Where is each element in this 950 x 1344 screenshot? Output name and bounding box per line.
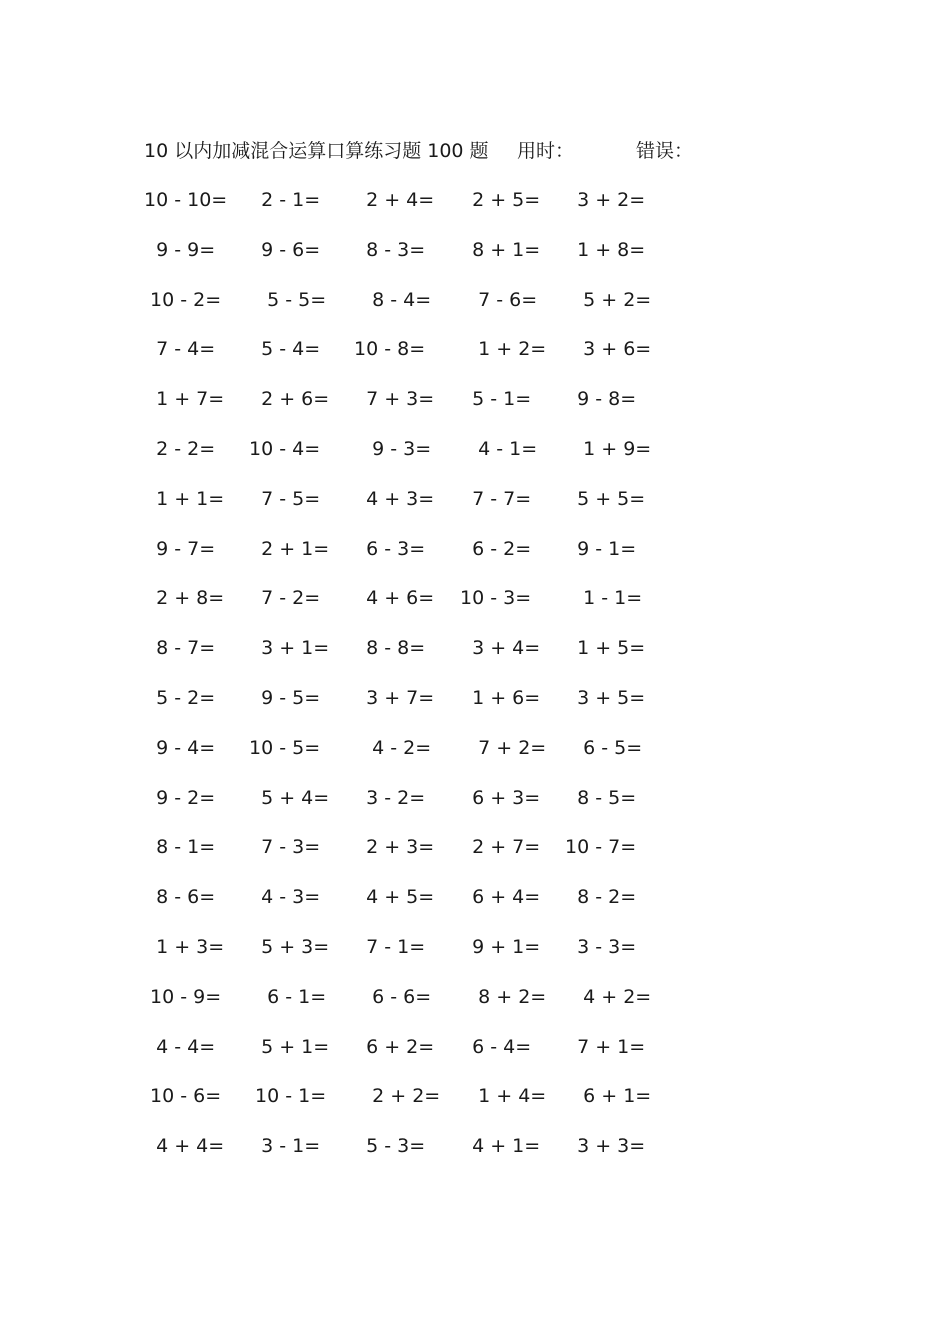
problem-item: 8 - 7=: [144, 637, 216, 660]
problem-item: 6 - 2=: [460, 537, 532, 560]
problem-item: 3 - 1=: [249, 1135, 321, 1158]
problem-item: 4 + 5=: [354, 886, 435, 909]
problem-item: 3 + 6=: [565, 338, 652, 361]
problem-item: 6 + 2=: [354, 1035, 435, 1058]
problem-row: [144, 734, 704, 784]
problem-item: 5 + 1=: [249, 1035, 330, 1058]
problem-item: 6 + 1=: [565, 1085, 652, 1108]
problem-item: 2 + 1=: [249, 537, 330, 560]
problem-item: 8 - 6=: [144, 886, 216, 909]
problem-item: 9 - 6=: [249, 238, 321, 261]
problem-item: 10 - 4=: [249, 437, 321, 460]
problem-item: 9 + 1=: [460, 935, 541, 958]
problem-row: [144, 883, 704, 933]
problem-row: [144, 1033, 704, 1083]
problem-item: 9 - 9=: [144, 238, 216, 261]
problem-item: 1 + 4=: [460, 1085, 547, 1108]
problem-row: [144, 983, 704, 1033]
problem-item: 6 - 4=: [460, 1035, 532, 1058]
problem-item: 5 + 2=: [565, 288, 652, 311]
problem-item: 8 - 2=: [565, 886, 637, 909]
problem-item: 8 - 3=: [354, 238, 426, 261]
problem-item: 2 + 7=: [460, 836, 541, 859]
problem-item: 7 + 1=: [565, 1035, 646, 1058]
problem-item: 3 + 2=: [565, 189, 646, 211]
problem-item: 1 + 8=: [565, 238, 646, 261]
problem-item: 10 - 7=: [565, 836, 637, 859]
problem-item: 6 - 6=: [354, 985, 432, 1008]
problem-item: 2 - 2=: [144, 437, 216, 460]
problem-item: 7 - 2=: [249, 587, 321, 610]
problem-row: [144, 1132, 704, 1182]
problem-item: 9 - 5=: [249, 686, 321, 709]
problem-row: [144, 684, 704, 734]
problem-item: 6 - 5=: [565, 736, 643, 759]
problem-item: 7 - 1=: [354, 935, 426, 958]
problem-item: 5 - 2=: [144, 686, 216, 709]
problem-row: [144, 833, 704, 883]
problem-item: 3 - 3=: [565, 935, 637, 958]
problem-item: 5 - 1=: [460, 388, 532, 411]
problem-item: 3 + 1=: [249, 637, 330, 660]
problem-item: 9 - 1=: [565, 537, 637, 560]
problem-item: 8 + 1=: [460, 238, 541, 261]
problem-item: 6 + 4=: [460, 886, 541, 909]
problem-row: [144, 485, 704, 535]
problem-item: 4 + 6=: [354, 587, 435, 610]
problem-row: [144, 186, 704, 236]
problem-item: 3 + 4=: [460, 637, 541, 660]
problem-item: 7 + 2=: [460, 736, 547, 759]
problem-item: 1 + 7=: [144, 388, 225, 411]
problem-item: 8 + 2=: [460, 985, 547, 1008]
problem-item: 1 + 1=: [144, 487, 225, 510]
problem-item: 9 - 4=: [144, 736, 216, 759]
problem-item: 10 - 6=: [144, 1085, 222, 1108]
problem-item: 9 - 3=: [354, 437, 432, 460]
problem-item: 4 - 1=: [460, 437, 538, 460]
problem-item: 5 - 4=: [249, 338, 321, 361]
problem-item: 4 + 4=: [144, 1135, 225, 1158]
problem-row: [144, 385, 704, 435]
problem-row: [144, 335, 704, 385]
problem-item: 7 - 6=: [460, 288, 538, 311]
problem-item: 10 - 9=: [144, 985, 222, 1008]
problem-item: 5 + 5=: [565, 487, 646, 510]
problem-item: 2 + 5=: [460, 189, 541, 211]
errors-label: 错误：: [636, 140, 694, 162]
problem-item: 5 - 3=: [354, 1135, 426, 1158]
problem-item: 7 - 4=: [144, 338, 216, 361]
problem-item: 1 + 2=: [460, 338, 547, 361]
problem-item: 5 - 5=: [249, 288, 327, 311]
problem-item: 5 + 3=: [249, 935, 330, 958]
problem-item: 9 - 2=: [144, 786, 216, 809]
problem-item: 9 - 8=: [565, 388, 637, 411]
problem-item: 4 - 2=: [354, 736, 432, 759]
problem-item: 7 + 3=: [354, 388, 435, 411]
problem-row: [144, 933, 704, 983]
problem-item: 9 - 7=: [144, 537, 216, 560]
problem-item: 1 - 1=: [565, 587, 643, 610]
problem-item: 2 + 8=: [144, 587, 225, 610]
problem-item: 7 - 5=: [249, 487, 321, 510]
problem-item: 4 - 4=: [144, 1035, 216, 1058]
problem-item: 4 + 2=: [565, 985, 652, 1008]
problem-item: 6 - 1=: [249, 985, 327, 1008]
problem-item: 8 - 1=: [144, 836, 216, 859]
problem-item: 8 - 5=: [565, 786, 637, 809]
problem-item: 2 - 1=: [249, 189, 321, 211]
problem-item: 10 - 2=: [144, 288, 222, 311]
problem-item: 4 + 1=: [460, 1135, 541, 1158]
problem-item: 10 - 10=: [144, 189, 228, 211]
problem-item: 5 + 4=: [249, 786, 330, 809]
problem-item: 3 + 5=: [565, 686, 646, 709]
problem-row: [144, 784, 704, 834]
problem-item: 10 - 8=: [354, 338, 426, 361]
problem-item: 10 - 3=: [460, 587, 532, 610]
worksheet-title: 10 以内加减混合运算口算练习题 100 题: [144, 140, 489, 162]
problem-item: 8 - 8=: [354, 637, 426, 660]
time-label: 用时：: [517, 140, 575, 162]
problem-item: 1 + 9=: [565, 437, 652, 460]
problem-item: 4 + 3=: [354, 487, 435, 510]
problem-item: 10 - 1=: [249, 1085, 327, 1108]
problem-item: 7 - 7=: [460, 487, 532, 510]
problem-item: 3 - 2=: [354, 786, 426, 809]
problem-item: 2 + 4=: [354, 189, 435, 211]
problem-item: 1 + 5=: [565, 637, 646, 660]
problem-item: 6 - 3=: [354, 537, 426, 560]
problem-item: 3 + 7=: [354, 686, 435, 709]
problem-item: 8 - 4=: [354, 288, 432, 311]
problem-item: 1 + 3=: [144, 935, 225, 958]
problem-item: 6 + 3=: [460, 786, 541, 809]
problem-item: 2 + 3=: [354, 836, 435, 859]
problem-item: 3 + 3=: [565, 1135, 646, 1158]
problem-item: 7 - 3=: [249, 836, 321, 859]
problem-row: [144, 236, 704, 286]
problem-grid: [144, 186, 704, 1182]
problem-item: 4 - 3=: [249, 886, 321, 909]
problem-item: 2 + 2=: [354, 1085, 441, 1108]
problem-item: 2 + 6=: [249, 388, 330, 411]
problem-row: [144, 535, 704, 585]
problem-item: 10 - 5=: [249, 736, 321, 759]
problem-row: [144, 1082, 704, 1132]
problem-row: [144, 634, 704, 684]
problem-row: [144, 584, 704, 634]
problem-row: [144, 286, 704, 336]
problem-row: [144, 435, 704, 485]
problem-item: 1 + 6=: [460, 686, 541, 709]
